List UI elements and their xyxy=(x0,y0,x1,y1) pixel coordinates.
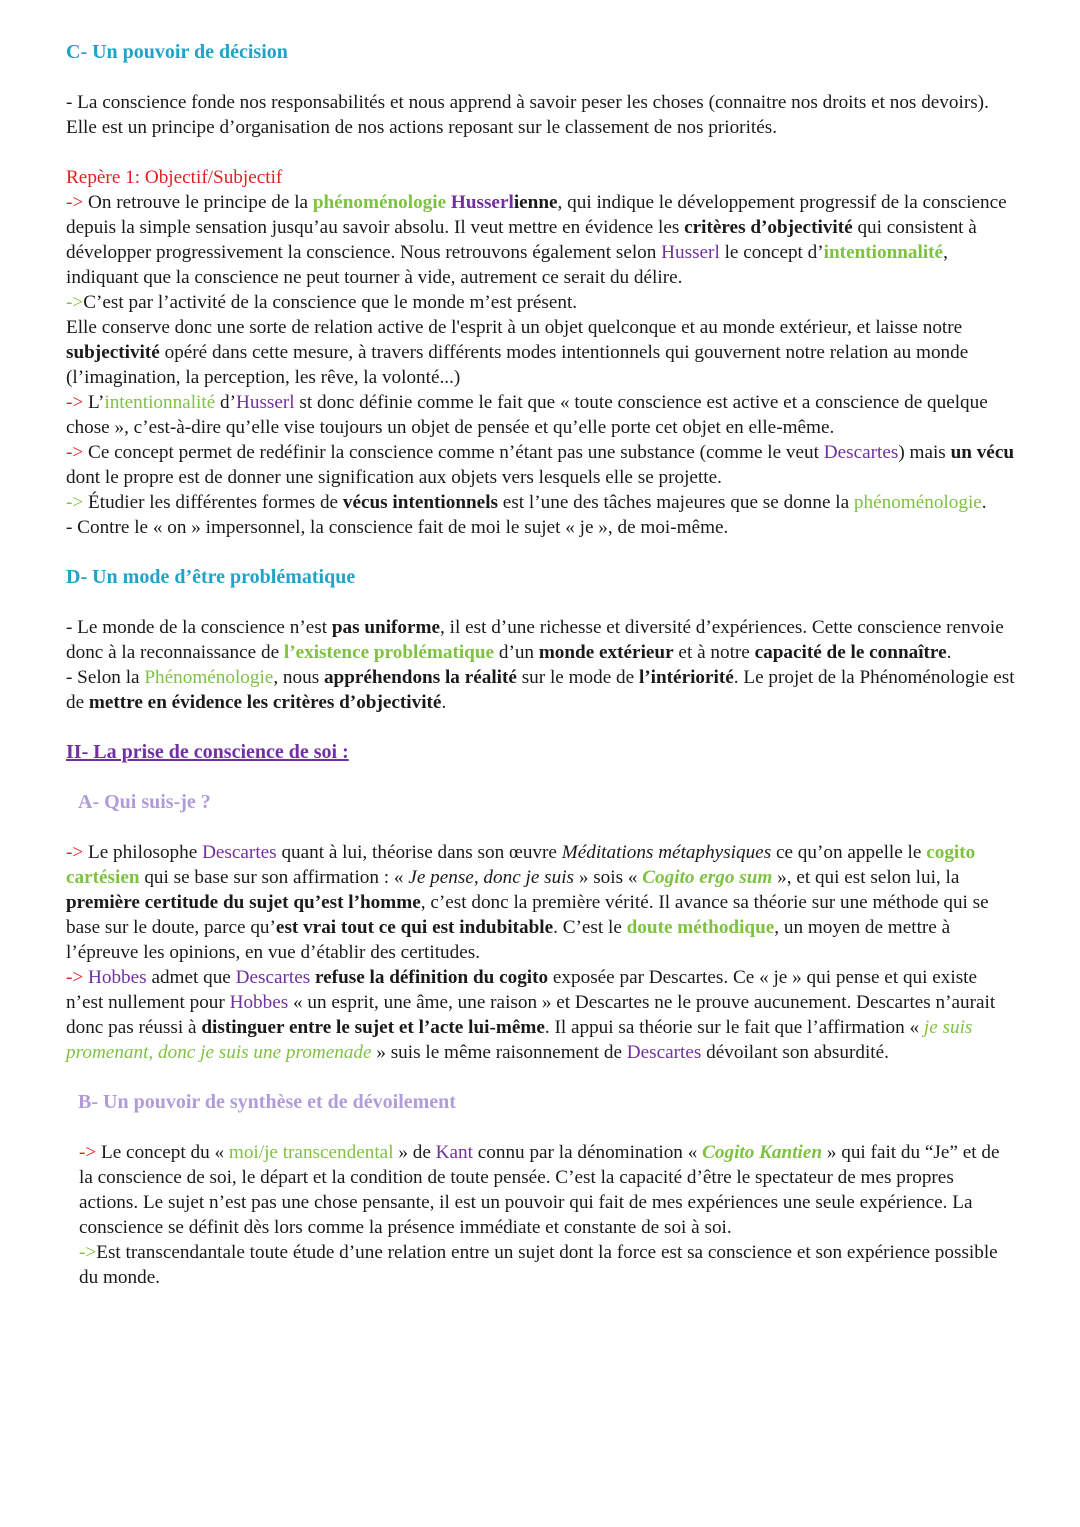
section-a-title: A- Qui suis-je ? xyxy=(78,791,211,813)
section-d-title: D- Un mode d’être problématique xyxy=(66,566,356,588)
arrow: -> xyxy=(66,192,84,213)
section-b-title: B- Un pouvoir de synthèse et de dévoilement xyxy=(78,1091,456,1113)
hobbes-paragraph: -> Hobbes admet que Descartes refuse la définition du cogito exposée par Descartes. Ce « je » qui pense et qui existe n’est nullement pour Hobbes « un esprit, une âme, une raison » et Descartes ne le prouve aucunement. Descartes n’aurait donc pas réussi à distinguer entre le sujet et l’acte lui-même. Il appui sa théorie sur le fait que l’affirmation « je suis promenant, donc je suis une promenade » suis le même raisonnement de Descartes dévoilant son absurdité. xyxy=(66,967,996,1063)
phenomenologie-paragraph: - Selon la Phénoménologie, nous appréhendons la réalité sur le mode de l’intériorité. Le projet de la Phénoménologie est de mettre en évidence les critères d’objectivité. xyxy=(66,667,1015,713)
section-c-title: C- Un pouvoir de décision xyxy=(66,41,288,63)
part-ii-title: II- La prise de conscience de soi : xyxy=(66,741,349,763)
repere-1: Repère 1: Objectif/Subjectif xyxy=(66,167,283,188)
document-page xyxy=(66,40,1016,1290)
husserl-paragraph: -> On retrouve le principe de la phénoménologie Husserlienne, qui indique le développement progressif de la conscience depuis la simple sensation jusqu’au savoir absolu. Il veut mettre en évidence les critères d’objectivité qui consistent à développer progressivement la conscience. Nous retrouvons également selon Husserl le concept d’intentionnalité, indiquant que la conscience ne peut tourner à vide, autrement ce serait du délire. xyxy=(66,192,1007,288)
transcendantale-paragraph: ->Est transcendantale toute étude d’une relation entre un sujet dont la force est sa conscience et son expérience possible du monde. xyxy=(79,1242,998,1288)
kant-paragraph: -> Le concept du « moi/je transcendental » de Kant connu par la dénomination « Cogito Kantien » qui fait du “Je” et de la conscience de soi, le départ et la condition de toute pensée. C’est la capacité d’être le spectateur de mes propres actions. Le sujet n’est pas une chose pensante, il est un pouvoir qui fait de mes expériences une seule expérience. La conscience se définit dès lors comme la présence immédiate et constante de soi à soi. xyxy=(79,1142,1000,1238)
section-c-paragraph: - La conscience fonde nos responsabilités et nous apprend à savoir peser les choses (connaitre nos droits et nos devoirs). Elle est un principe d’organisation de nos actions reposant sur le classement de nos priorités. xyxy=(66,92,989,138)
vecus-paragraph: -> Étudier les différentes formes de vécus intentionnels est l’une des tâches majeures que se donne la phénoménologie. xyxy=(66,492,987,513)
relation-paragraph: Elle conserve donc une sorte de relation active de l'esprit à un objet quelconque et au monde extérieur, et laisse notre subjectivité opéré dans cette mesure, à travers différents modes intentionnels qui gouvernent notre relation au monde (l’imagination, la perception, les rêve, la volonté...) xyxy=(66,317,969,388)
presence-line: ->C’est par l’activité de la conscience que le monde m’est présent. xyxy=(66,292,578,313)
monde-paragraph: - Le monde de la conscience n’est pas uniforme, il est d’une richesse et diversité d’expériences. Cette conscience renvoie donc à la reconnaissance de l’existence problématique d’un monde extérieur et à notre capacité de le connaître. xyxy=(66,617,1004,663)
substance-paragraph: -> Ce concept permet de redéfinir la conscience comme n’étant pas une substance (comme le veut Descartes) mais un vécu dont le propre est de donner une signification aux objets vers lesquels elle se projette. xyxy=(66,442,1015,488)
intentionnalite-paragraph: -> L’intentionnalité d’Husserl st donc définie comme le fait que « toute conscience est active et a conscience de quelque chose », c’est-à-dire qu’elle vise toujours un objet de pensée et qu’elle porte cet objet en elle-même. xyxy=(66,392,988,438)
contre-on-line: - Contre le « on » impersonnel, la conscience fait de moi le sujet « je », de moi-même. xyxy=(66,517,729,538)
cogito-paragraph: -> Le philosophe Descartes quant à lui, théorise dans son œuvre Méditations métaphysiques ce qu’on appelle le cogito cartésien qui se base sur son affirmation : « Je pense, donc je suis » sois « Cogito ergo sum », et qui est selon lui, la première certitude du sujet qu’est l’homme, c’est donc la première vérité. Il avance sa théorie sur une méthode qui se base sur le doute, parce qu’est vrai tout ce qui est indubitable. C’est le doute méthodique, un moyen de mettre à l’épreuve les opinions, en vue d’établir des certitudes. xyxy=(66,842,989,963)
